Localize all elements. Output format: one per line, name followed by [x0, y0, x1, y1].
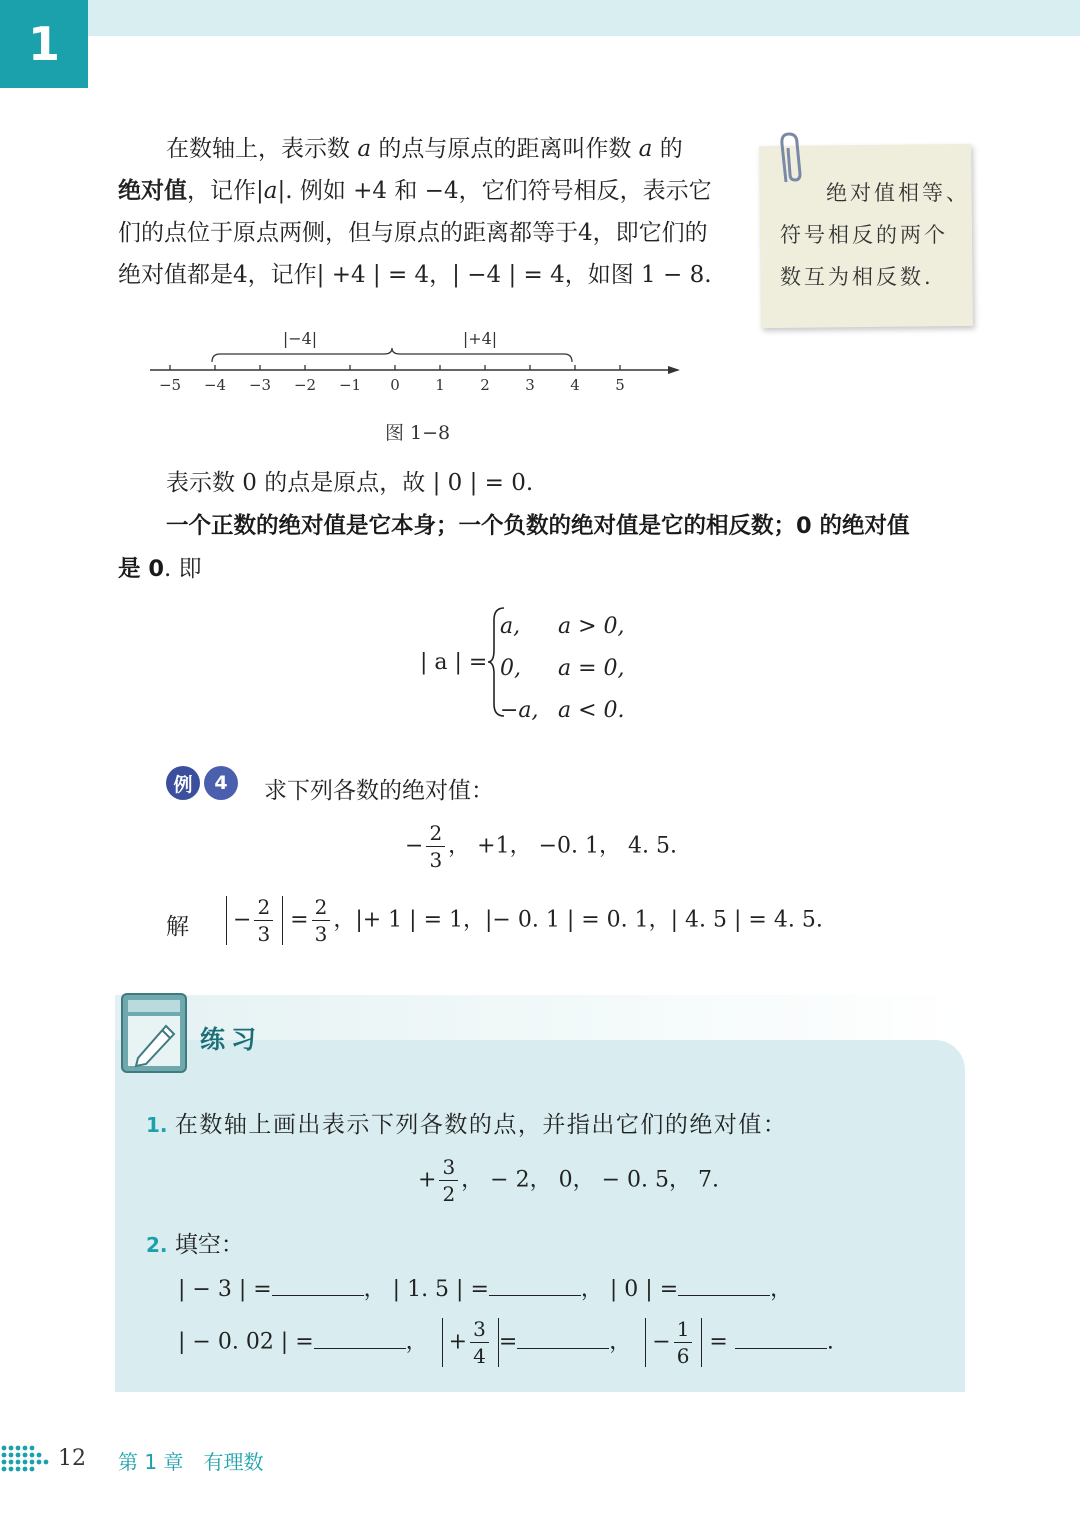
- tick-label: 1: [435, 376, 445, 394]
- side-note-line: 数互为相反数.: [780, 265, 934, 289]
- fraction: [426, 822, 445, 871]
- tick-label: 0: [390, 376, 400, 394]
- side-note-text: [780, 172, 970, 298]
- fill-row-1: | − 3 | = ， | 1. 5 | = ， | 0 | = ，: [178, 1277, 793, 1302]
- page-number: 12: [58, 1446, 86, 1471]
- practice-title: 练习: [200, 1025, 263, 1054]
- example-numbers: − $\frac{2}{3}$ ， +1， −0. 1， 4. 5.: [405, 821, 677, 872]
- var-a: a: [638, 136, 653, 162]
- frac-num: 2: [426, 822, 445, 847]
- frac-num: 2: [312, 896, 331, 921]
- intro-text: . 例如 +4 和 −4，它们符号相反，表示它: [285, 178, 712, 204]
- tick-label: −4: [203, 376, 227, 394]
- fill-item: | 1. 5 | =: [392, 1277, 489, 1302]
- intro-text: 在数轴上，表示数: [166, 136, 350, 162]
- piecewise-lhs: | a | =: [420, 650, 488, 675]
- frac-den: 2: [442, 1182, 456, 1206]
- tick-label: 4: [570, 376, 580, 394]
- tick-label: −1: [338, 376, 362, 394]
- tick-label: −2: [293, 376, 317, 394]
- abs-bars: − $\frac{2}{3}$: [226, 896, 283, 945]
- rule-text: . 即: [164, 556, 202, 582]
- fill-item: | 0 | =: [609, 1277, 679, 1302]
- abs-bars: + $\frac{3}{4}$: [442, 1318, 499, 1367]
- case-condition: a > 0,: [558, 614, 625, 639]
- case-value: −a,: [500, 698, 539, 723]
- frac-num: 2: [254, 896, 273, 921]
- abs-a: |a|: [256, 178, 286, 204]
- answer-blank[interactable]: [735, 1328, 827, 1349]
- tick-label: 5: [615, 376, 625, 394]
- number-line-figure: [140, 320, 700, 400]
- example-rest: ， +1， −0. 1， 4. 5.: [448, 833, 677, 859]
- q1-rest: ， − 2， 0， − 0. 5， 7.: [461, 1167, 719, 1193]
- frac-den: 3: [257, 922, 271, 946]
- frac-num: 1: [674, 1318, 693, 1343]
- answer-blank[interactable]: [517, 1328, 609, 1349]
- frac-num: 3: [470, 1318, 489, 1343]
- frac-num: 3: [439, 1156, 458, 1181]
- question-number: 2.: [146, 1233, 168, 1257]
- piecewise-row: [500, 648, 625, 690]
- question-text: 填空：: [174, 1232, 244, 1258]
- fill-item: | − 0. 02 | =: [178, 1329, 314, 1355]
- axis-arrow: [668, 366, 680, 374]
- fill-row-2: | − 0. 02 | = ， + $\frac{3}{4}$ = ， − $\frac{1}{6}$ = .: [178, 1317, 834, 1368]
- chapter-label: 第 1 章 有理数: [118, 1450, 264, 1474]
- question-text: 在数轴上画出表示下列各数的点，并指出它们的绝对值：: [174, 1112, 788, 1138]
- practice-q1-numbers: + $\frac{3}{2}$ ， − 2， 0， − 0. 5， 7.: [418, 1155, 719, 1206]
- case-condition: a < 0.: [558, 698, 625, 723]
- piecewise-row: [500, 690, 625, 732]
- rule-line-2: [118, 548, 202, 590]
- brace-left-label: |−4|: [282, 329, 318, 348]
- footer-dots-icon: [0, 1440, 52, 1478]
- case-value: 0,: [500, 656, 521, 681]
- example-prompt: 求下列各数的绝对值：: [264, 778, 494, 804]
- side-note-line: 绝对值相等、: [826, 181, 970, 205]
- practice-q2: [146, 1224, 244, 1266]
- example-badge-number: 4: [204, 766, 238, 800]
- tick-label: −3: [248, 376, 272, 394]
- case-value: a,: [500, 614, 521, 639]
- chapter-number: 1: [27, 17, 60, 71]
- example-badge-label: 例: [166, 766, 200, 800]
- rule-line-1: 一个正数的绝对值是它本身；一个负数的绝对值是它的相反数；0 的绝对值: [166, 513, 910, 539]
- intro-paragraph: [118, 128, 728, 296]
- piecewise-cases: [500, 606, 625, 732]
- brace-left: [212, 348, 572, 362]
- figure-caption: 图 1−8: [385, 422, 451, 444]
- tick-label: 3: [525, 376, 535, 394]
- brace-right-label: |+4|: [462, 329, 498, 348]
- solution-math: − $\frac{2}{3}$ = $\frac{2}{3}$ ，|+ 1 | = 1，|− 0. 1 | = 0. 1，| 4. 5 | = 4. 5.: [226, 896, 823, 945]
- example-badge: [166, 766, 238, 800]
- rule-text: 是 0: [118, 556, 164, 582]
- solution-rest: ，|+ 1 | = 1，|− 0. 1 | = 0. 1，| 4. 5 | = 4. 5.: [333, 907, 823, 933]
- zero-statement: 表示数 0 的点是原点，故 | 0 | = 0.: [166, 470, 534, 496]
- case-condition: a = 0,: [558, 656, 625, 681]
- intro-text: ，记作: [187, 178, 256, 204]
- answer-blank[interactable]: [314, 1328, 406, 1349]
- intro-text: 绝对值都是4，记作| +4 | = 4，| −4 | = 4，如图 1 − 8.: [118, 262, 712, 288]
- chapter-tab: [0, 0, 88, 88]
- tick-label: 2: [480, 376, 490, 394]
- frac-den: 4: [473, 1344, 486, 1368]
- header-band: [88, 0, 1080, 36]
- piecewise-row: [500, 606, 625, 648]
- answer-blank[interactable]: [272, 1275, 364, 1296]
- notebook-pencil-icon: [118, 990, 192, 1076]
- intro-text: 的点与原点的距离叫作数: [378, 136, 632, 162]
- intro-text: 们的点位于原点两侧，但与原点的距离都等于4，即它们的: [118, 220, 708, 246]
- tick-label: −5: [158, 376, 182, 394]
- frac-den: 3: [429, 848, 443, 872]
- solution-label: 解: [166, 914, 189, 940]
- frac-den: 3: [314, 922, 328, 946]
- answer-blank[interactable]: [489, 1275, 581, 1296]
- frac-den: 6: [676, 1344, 690, 1368]
- side-note-line: 符号相反的两个: [780, 223, 948, 247]
- practice-q1: [146, 1104, 787, 1146]
- answer-blank[interactable]: [678, 1275, 770, 1296]
- intro-text: 的: [659, 136, 683, 162]
- var-a: a: [357, 136, 372, 162]
- abs-bars: − $\frac{1}{6}$: [645, 1318, 702, 1367]
- term-absolute-value: 绝对值: [118, 178, 187, 204]
- fill-item: | − 3 | =: [178, 1277, 272, 1302]
- question-number: 1.: [146, 1113, 168, 1137]
